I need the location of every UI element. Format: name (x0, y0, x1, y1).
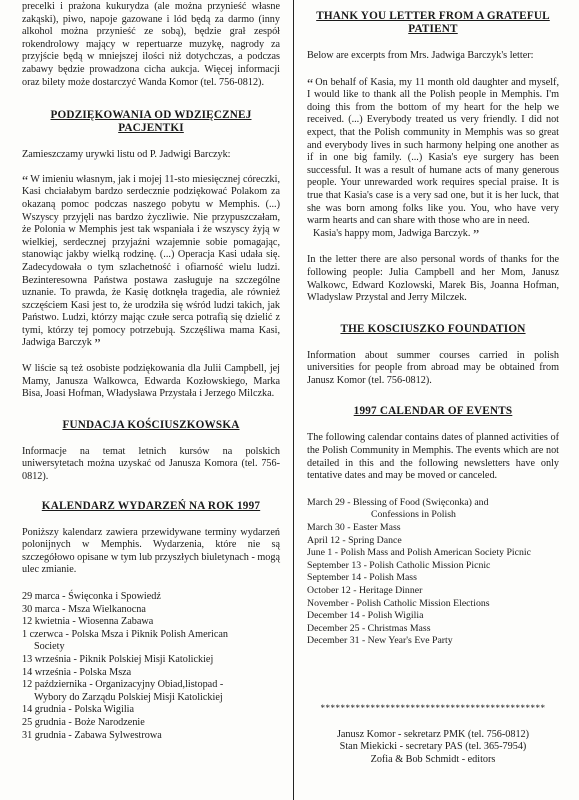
list-item: December 31 - New Year's Eve Party (307, 635, 453, 647)
footer-line: Zofia & Bob Schmidt - editors (370, 753, 496, 765)
list-item: 12 kwietnia - Wiosenna Zabawa (22, 616, 154, 628)
cal-text-pl: Poniższy kalendarz zawiera przewidywane terminy wydarzeń polonijnych w Memphis. Wydarzenia, które nie są szczegółowo opisane w tym lub przyszłych biuletynach - mogą ulec zmianie. (22, 526, 281, 576)
fund-title-en: THE KOSCIUSZKO FOUNDATION (340, 322, 526, 335)
thanks-quote-en: “ On behalf of Kasia, my 11 month old daughter and myself, I would like to thank all the Polish people in Memphis. I'm doing this from the bottom of my heart for the help we received. (...) Everybody treated us very friendly. I did not expect, that the Polish community in Memphis was so great and everybody lives in such harmony helping one another as if in one big family. (...) Kasia's eye surgery has been successful. It was a result of humane acts of many generous people. Your unrewarded work requires special praise. It is true that Kasia's case is a very sad one, but it is her luck, that she was born among folks like you. You, who have very warm hearts and can share with those who are in need. (307, 76, 559, 227)
list-item: 13 września - Piknik Polskiej Misji Katolickiej (22, 653, 214, 665)
list-item: March 29 - Blessing of Food (Swięconka) and (307, 496, 489, 508)
footer-line: Janusz Komor - sekretarz PMK (tel. 756-0812) (336, 728, 530, 740)
cal-title-pl: KALENDARZ WYDARZEŃ NA ROK 1997 (41, 499, 261, 512)
cal-text-en: The following calendar contains dates of planned activities of the Polish Community in Memphis. The events which are not detailed in this and the following newsletters have only tentative dates and may be moved or canceled. (307, 432, 559, 482)
list-item: 30 marca - Msza Wielkanocna (22, 603, 146, 615)
list-item: September 14 - Polish Mass (307, 572, 417, 584)
intro-paragraph: precelki i prażona kukurydza (ale można przynieść własne zakąski), piwo, napoje gazowane i lód będą za darmo (inny alkohol można przynieść ze sobą), będzie grał zespół rokendrolowy mający w repertuarze muzykę, nagrody za przyjście będą w mniejszej ilości niż dotychczas, a podczas zabawy będzie prowadzona cicha aukcja. Więcej informacji oraz bilety może dostarczyć Wanda Komor (tel. 756-0812). (22, 1, 280, 88)
thanks-intro-pl: Zamieszczamy urywki listu od P. Jadwigi Barczyk: (22, 149, 231, 161)
fund-text-pl: Informacje na temat letnich kursów na polskich uniwersytetach można uzyskać od Janusza Komora (tel. 756-0812). (22, 445, 280, 483)
polish-column (22, 1, 280, 742)
list-item: November - Polish Catholic Mission Elections (307, 597, 490, 609)
cal-list-en (307, 497, 559, 648)
list-item: April 12 - Spring Dance (307, 534, 402, 546)
list-item: 31 grudnia - Zabawa Sylwestrowa (22, 729, 162, 741)
list-item: Confessions in Polish (371, 509, 456, 521)
footer-credits (307, 729, 559, 767)
english-column (307, 10, 559, 766)
fund-text-en: Information about summer courses carried in polish universities for people from abroad may be obtained from Janusz Komor (tel. 756-0812). (307, 349, 559, 386)
list-item: 14 września - Polska Msza (22, 666, 132, 678)
cal-title-en: 1997 CALENDAR OF EVENTS (353, 405, 513, 418)
list-item: 25 grudnia - Boże Narodzenie (22, 716, 145, 728)
thanks-intro-en: Below are excerpts from Mrs. Jadwiga Barczyk's letter: (307, 50, 534, 61)
thanks-title-pl: PODZIĘKOWANIA OD WDZIĘCZNEJ PACJENTKI (50, 109, 252, 135)
list-item: Society (34, 641, 65, 653)
thanks-sign-en: Kasia's happy mom, Jadwiga Barczyk. ” (313, 227, 480, 243)
list-item: 12 października - Organizacyjny Obiad,listopad - (22, 679, 224, 691)
list-item: October 12 - Heritage Dinner (307, 585, 423, 596)
list-item: 29 marca - Święconka i Spowiedź (22, 591, 161, 602)
list-item: June 1 - Polish Mass and Polish American Society Picnic (307, 547, 531, 559)
cal-list-pl (22, 591, 280, 742)
list-item: 1 czerwca - Polska Msza i Piknik Polish American (22, 628, 228, 640)
list-item: 14 grudnia - Polska Wigilia (22, 704, 135, 716)
list-item: September 13 - Polish Catholic Mission Picnic (307, 559, 491, 571)
list-item: December 14 - Polish Wigilia (307, 610, 424, 622)
list-item: March 30 - Easter Mass (307, 522, 401, 534)
thanks-more-pl: W liście są też osobiste podziękowania dla Julii Campbell, jej Mamy, Janusza Walkowca, Edwarda Kozłowskiego, Marka Bisa, Joasi Hofman, Władysława Przystała i Jerzego Milczka. (22, 363, 280, 400)
thanks-more-en: In the letter there are also personal words of thanks for the following people: Julia Campbell and her Mom, Janusz Walkowc, Edward Kozlowski, Marek Bis, Joanna Hofman, Wladyslaw Przystal and Jerry Milczek. (307, 254, 559, 304)
fund-title-pl: FUNDACJA KOŚCIUSZKOWSKA (62, 418, 240, 431)
column-divider (293, 0, 294, 800)
thanks-quote-pl: “ W imieniu własnym, jak i mojej 11-sto miesięcznej córeczki, Kasi chciałabym bardzo serdecznie podziękować Polakom za okazaną pomoc podczas naszego pobytu w Memphis. (...) Wszyscy przyjęli nas bardzo życzliwie. Nie przypuszczałam, że Polonia w Memphis jest tak wspaniała i że wszyscy żyją w wielkiej, serdecznej przyjaźni wzajemnie sobie pomagając, stanowiąc jakby wielką rodzinę. (...) Operacja Kasi udała się. Zadecydowała o tym szlachetność i ofiarność wielu ludzi. Bezinteresowna Państwa postawa zasługuje na szczególne uznanie. To prawda, że Kasię dotknęła tragedia, ale również szczęściem Kasi jest to, że urodziła się wśród ludzi takich, jak Państwo. Ludzi, którzy mając czułe serca potrafią się dzielić z tymi, którzy tej pomocy potrzebują. Szczęśliwa mama Kasi, Jadwiga Barczyk ” (22, 173, 280, 353)
separator-stars: ********************************************* (320, 702, 546, 713)
list-item: Wybory do Zarządu Polskiej Misji Katolickiej (34, 691, 223, 703)
list-item: December 25 - Christmas Mass (307, 622, 431, 634)
footer-line: Stan Miekicki - secretary PAS (tel. 365-7954) (339, 741, 527, 753)
thanks-title-en: THANK YOU LETTER FROM A GRATEFUL PATIENT (316, 10, 550, 35)
